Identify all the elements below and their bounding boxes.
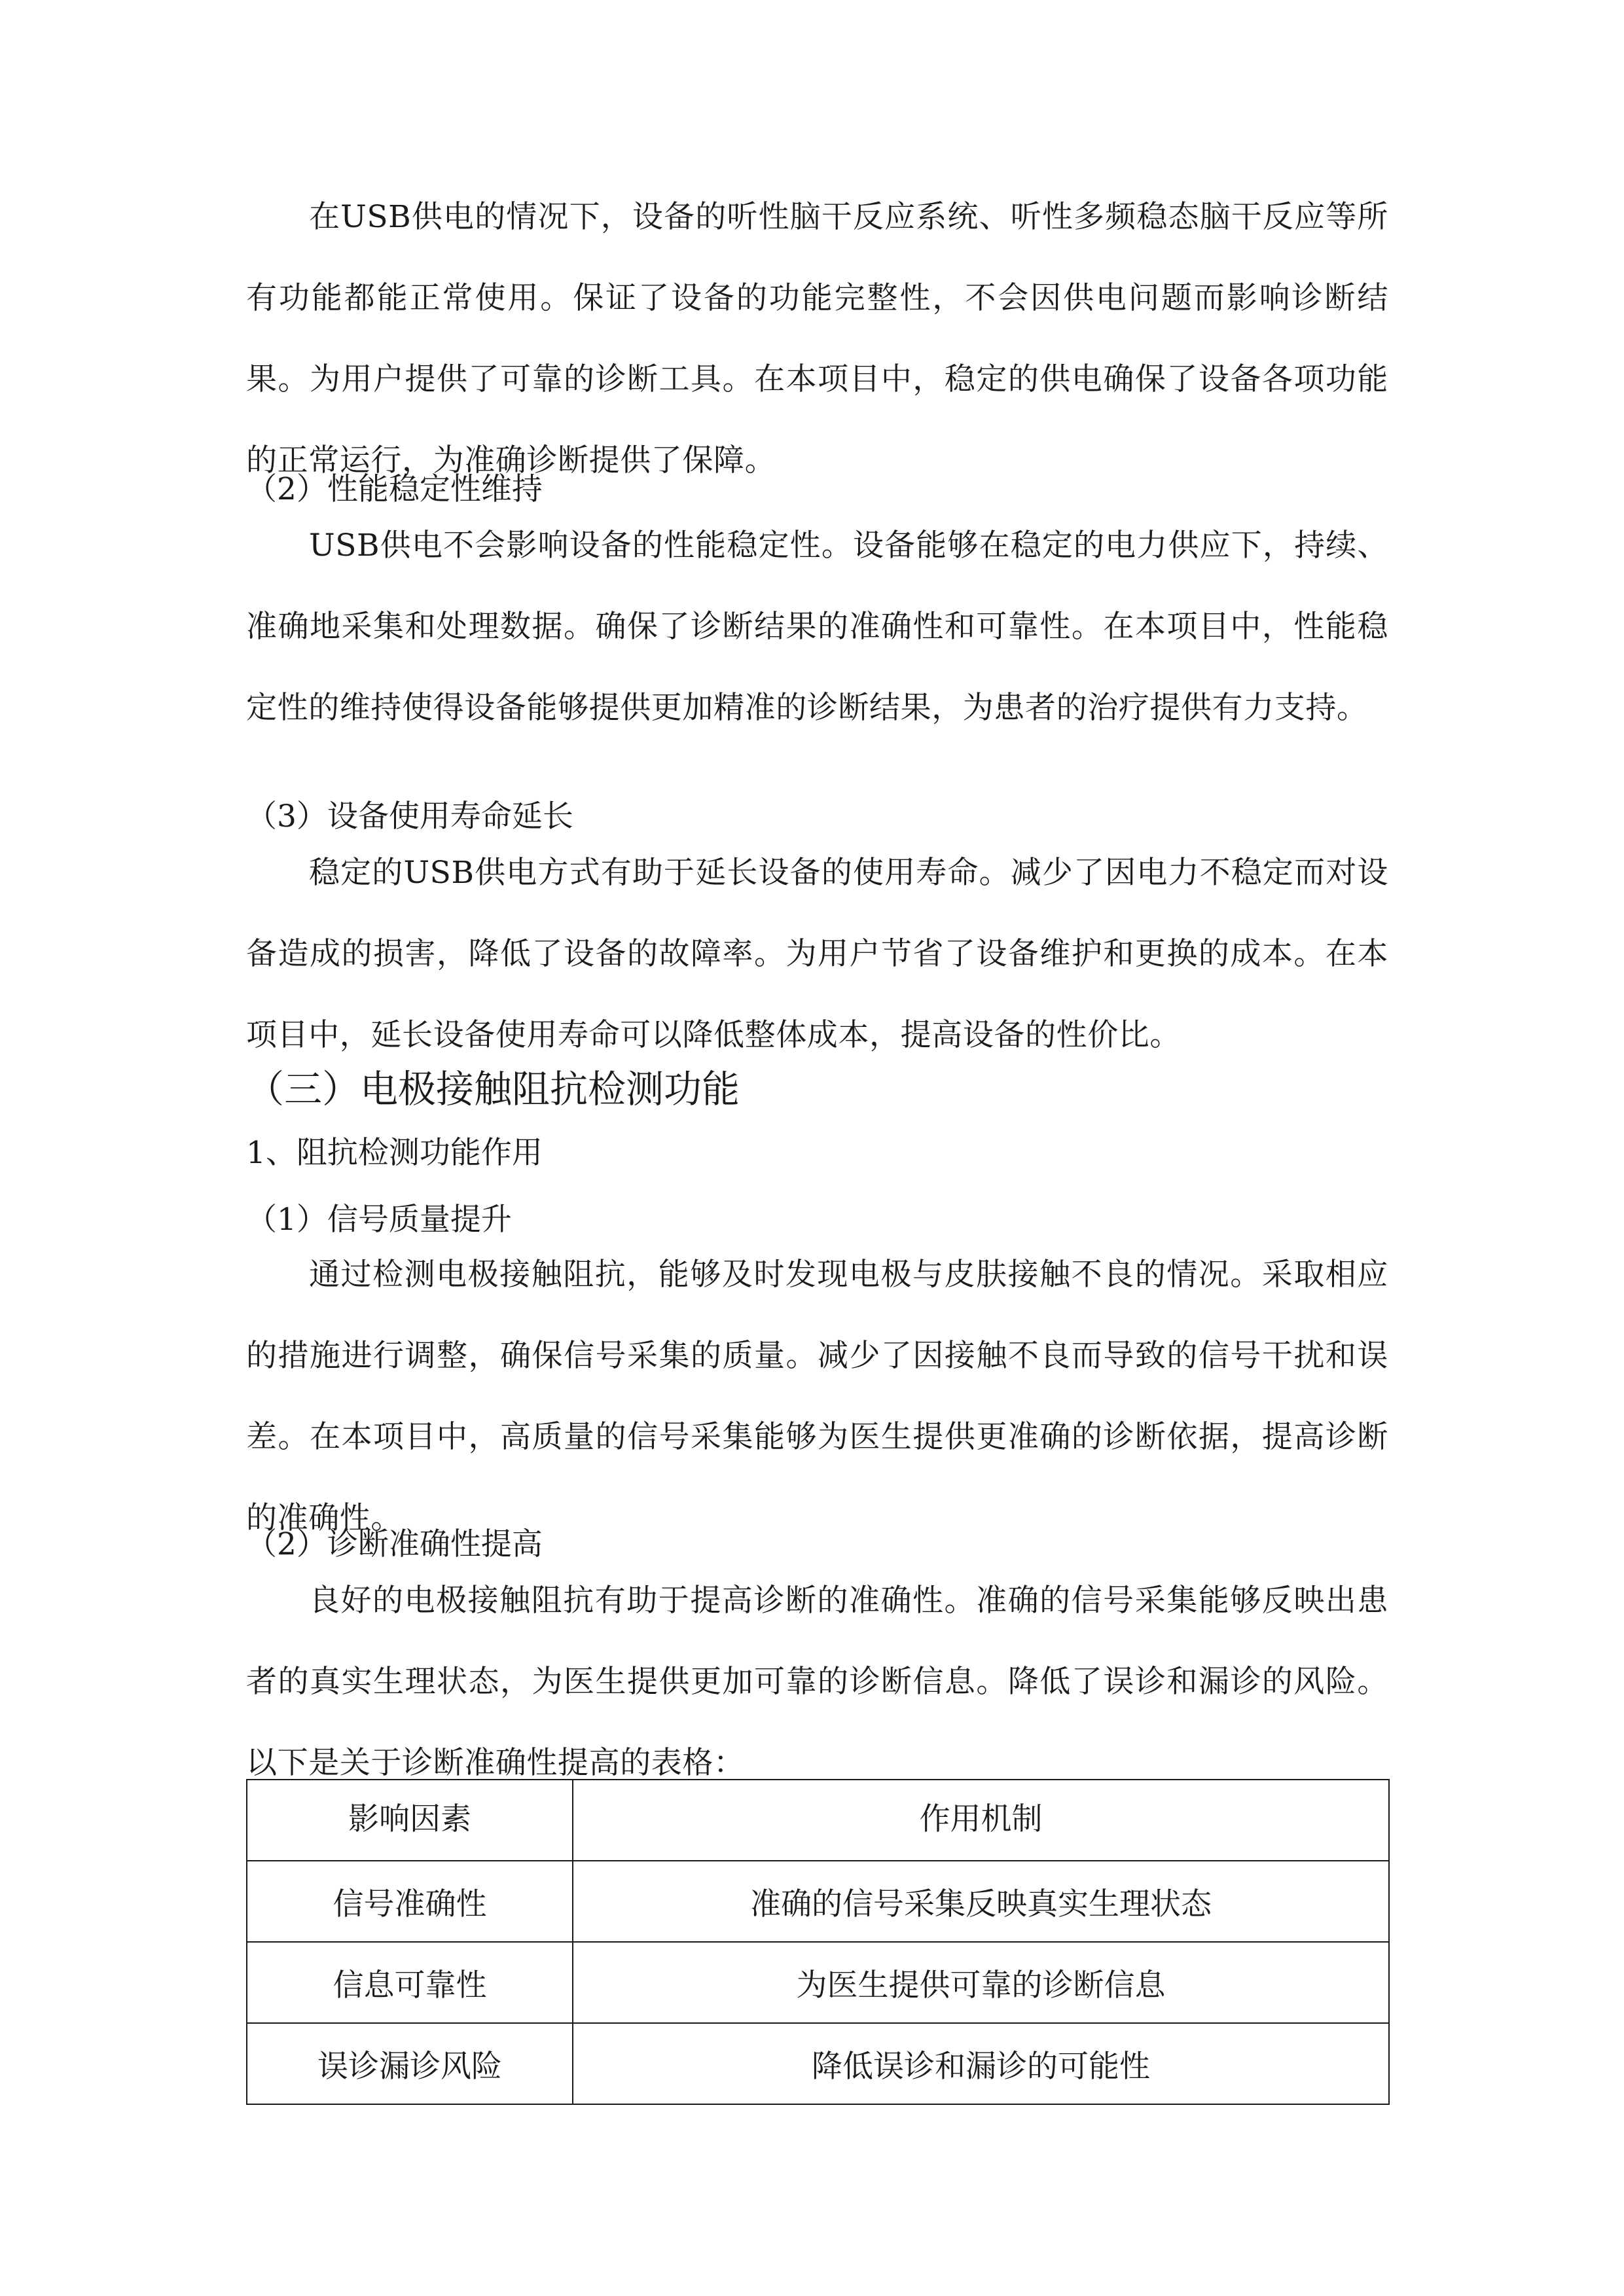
heading-performance-stability: （2）性能稳定性维持	[246, 471, 543, 507]
table-header-cell: 影响因素	[247, 1780, 573, 1861]
heading-signal-quality: （1）信号质量提升	[246, 1202, 512, 1238]
paragraph-usb-function: 在USB供电的情况下，设备的听性脑干反应系统、听性多频稳态脑干反应等所有功能都能正常使用。保证了设备的功能完整性，不会因供电问题而影响诊断结果。为用户提供了可靠的诊断工具。在本项目中，稳定的供电确保了设备各项功能的正常运行，为准确诊断提供了保障。	[246, 199, 1388, 478]
heading-diagnostic-accuracy: （2）诊断准确性提高	[246, 1526, 543, 1562]
table-row	[247, 2023, 1389, 2104]
table-row	[247, 1861, 1389, 1942]
heading-impedance-role: 1、阻抗检测功能作用	[246, 1135, 543, 1171]
table-cell: 降低误诊和漏诊的可能性	[573, 2023, 1389, 2104]
section-heading-impedance: （三）电极接触阻抗检测功能	[246, 1067, 740, 1111]
paragraph-signal-quality: 通过检测电极接触阻抗，能够及时发现电极与皮肤接触不良的情况。采取相应的措施进行调整，确保信号采集的质量。减少了因接触不良而导致的信号干扰和误差。在本项目中，高质量的信号采集能够为医生提供更准确的诊断依据，提高诊断的准确性。	[246, 1257, 1388, 1536]
paragraph-performance-stability: USB供电不会影响设备的性能稳定性。设备能够在稳定的电力供应下，持续、准确地采集和处理数据。确保了诊断结果的准确性和可靠性。在本项目中，性能稳定性的维持使得设备能够提供更加精准的诊断结果，为患者的治疗提供有力支持。	[246, 528, 1388, 726]
table-cell: 信号准确性	[247, 1861, 573, 1942]
accuracy-table	[246, 1779, 1390, 2105]
table-row	[247, 1942, 1389, 2023]
table-cell: 为医生提供可靠的诊断信息	[573, 1942, 1389, 2023]
table-header-cell: 作用机制	[573, 1780, 1389, 1861]
table-cell: 信息可靠性	[247, 1942, 573, 2023]
paragraph-lifespan: 稳定的USB供电方式有助于延长设备的使用寿命。减少了因电力不稳定而对设备造成的损害，降低了设备的故障率。为用户节省了设备维护和更换的成本。在本项目中，延长设备使用寿命可以降低整体成本，提高设备的性价比。	[246, 855, 1388, 1053]
table-header-row	[247, 1780, 1389, 1861]
table-cell: 误诊漏诊风险	[247, 2023, 573, 2104]
table-cell: 准确的信号采集反映真实生理状态	[573, 1861, 1389, 1942]
paragraph-diagnostic-accuracy: 良好的电极接触阻抗有助于提高诊断的准确性。准确的信号采集能够反映出患者的真实生理状态，为医生提供更加可靠的诊断信息。降低了误诊和漏诊的风险。以下是关于诊断准确性提高的表格：	[246, 1583, 1388, 1781]
heading-lifespan: （3）设备使用寿命延长	[246, 798, 573, 834]
